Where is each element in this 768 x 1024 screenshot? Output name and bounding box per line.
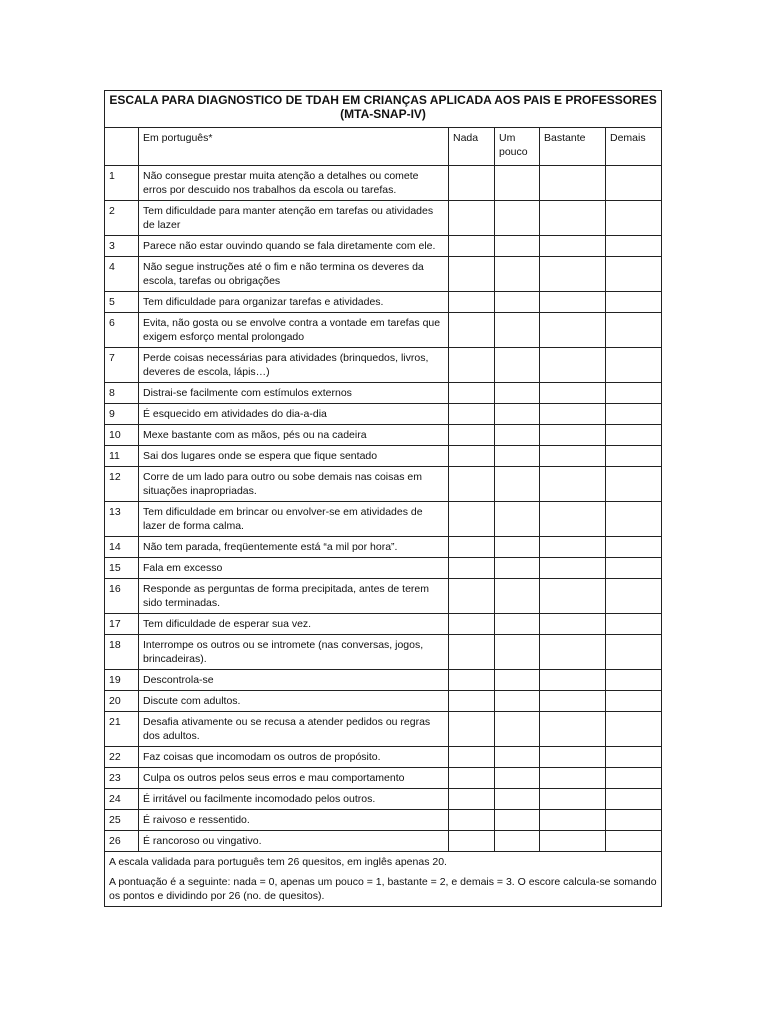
answer-cell-demais[interactable] [606, 166, 662, 201]
item-question: Não segue instruções até o fim e não termina os deveres da escola, tarefas ou obrigações [139, 257, 449, 292]
item-question: Não consegue prestar muita atenção a detalhes ou comete erros por descuido nos trabalhos da escola ou tarefas. [139, 166, 449, 201]
answer-cell-nada[interactable] [449, 348, 495, 383]
item-question: Tem dificuldade para organizar tarefas e atividades. [139, 292, 449, 313]
answer-cell-bastante[interactable] [540, 810, 606, 831]
table-row [105, 467, 662, 502]
header-demais: Demais [606, 128, 662, 166]
title-line-2: (MTA-SNAP-IV) [340, 107, 426, 121]
answer-cell-um-pouco[interactable] [495, 292, 540, 313]
answer-cell-nada[interactable] [449, 712, 495, 747]
answer-cell-demais[interactable] [606, 257, 662, 292]
header-um-pouco: Um pouco [495, 128, 540, 166]
item-question: Fala em excesso [139, 558, 449, 579]
item-question: Tem dificuldade de esperar sua vez. [139, 614, 449, 635]
answer-cell-bastante[interactable] [540, 537, 606, 558]
item-number: 10 [105, 425, 139, 446]
table-row [105, 810, 662, 831]
table-row [105, 558, 662, 579]
answer-cell-demais[interactable] [606, 712, 662, 747]
table-row [105, 614, 662, 635]
footer-note-items: A escala validada para português tem 26 quesitos, em inglês apenas 20. [109, 856, 447, 868]
table-row [105, 635, 662, 670]
item-question: É irritável ou facilmente incomodado pelos outros. [139, 789, 449, 810]
item-question: Mexe bastante com as mãos, pés ou na cadeira [139, 425, 449, 446]
answer-cell-bastante[interactable] [540, 691, 606, 712]
answer-cell-bastante[interactable] [540, 502, 606, 537]
answer-cell-demais[interactable] [606, 348, 662, 383]
table-row [105, 579, 662, 614]
table-row [105, 236, 662, 257]
answer-cell-demais[interactable] [606, 446, 662, 467]
answer-cell-um-pouco[interactable] [495, 166, 540, 201]
answer-cell-nada[interactable] [449, 810, 495, 831]
answer-cell-demais[interactable] [606, 467, 662, 502]
answer-cell-demais[interactable] [606, 789, 662, 810]
table-row [105, 425, 662, 446]
answer-cell-nada[interactable] [449, 670, 495, 691]
item-question: É rancoroso ou vingativo. [139, 831, 449, 852]
answer-cell-um-pouco[interactable] [495, 446, 540, 467]
answer-cell-nada[interactable] [449, 831, 495, 852]
answer-cell-demais[interactable] [606, 537, 662, 558]
title-row [105, 91, 662, 128]
answer-cell-nada[interactable] [449, 166, 495, 201]
answer-cell-bastante[interactable] [540, 348, 606, 383]
answer-cell-um-pouco[interactable] [495, 537, 540, 558]
answer-cell-um-pouco[interactable] [495, 789, 540, 810]
header-bastante: Bastante [540, 128, 606, 166]
answer-cell-nada[interactable] [449, 768, 495, 789]
answer-cell-nada[interactable] [449, 635, 495, 670]
answer-cell-demais[interactable] [606, 579, 662, 614]
header-question: Em português* [139, 128, 449, 166]
answer-cell-nada[interactable] [449, 789, 495, 810]
header-nada: Nada [449, 128, 495, 166]
answer-cell-nada[interactable] [449, 691, 495, 712]
answer-cell-bastante[interactable] [540, 579, 606, 614]
answer-cell-nada[interactable] [449, 558, 495, 579]
answer-cell-bastante[interactable] [540, 670, 606, 691]
answer-cell-bastante[interactable] [540, 614, 606, 635]
table-row [105, 670, 662, 691]
answer-cell-nada[interactable] [449, 446, 495, 467]
answer-cell-bastante[interactable] [540, 768, 606, 789]
item-number: 5 [105, 292, 139, 313]
answer-cell-nada[interactable] [449, 467, 495, 502]
answer-cell-demais[interactable] [606, 691, 662, 712]
answer-cell-demais[interactable] [606, 201, 662, 236]
answer-cell-um-pouco[interactable] [495, 558, 540, 579]
answer-cell-demais[interactable] [606, 292, 662, 313]
item-number: 1 [105, 166, 139, 201]
item-number: 14 [105, 537, 139, 558]
answer-cell-bastante[interactable] [540, 467, 606, 502]
answer-cell-nada[interactable] [449, 313, 495, 348]
item-question: Não tem parada, freqüentemente está “a mil por hora”. [139, 537, 449, 558]
answer-cell-nada[interactable] [449, 201, 495, 236]
answer-cell-demais[interactable] [606, 635, 662, 670]
item-number: 8 [105, 383, 139, 404]
table-row [105, 348, 662, 383]
item-number: 23 [105, 768, 139, 789]
answer-cell-demais[interactable] [606, 383, 662, 404]
table-row [105, 404, 662, 425]
item-question: Tem dificuldade para manter atenção em tarefas ou atividades de lazer [139, 201, 449, 236]
footer-row [105, 852, 662, 907]
item-number: 6 [105, 313, 139, 348]
answer-cell-bastante[interactable] [540, 166, 606, 201]
table-row [105, 831, 662, 852]
answer-cell-demais[interactable] [606, 558, 662, 579]
item-question: Culpa os outros pelos seus erros e mau comportamento [139, 768, 449, 789]
answer-cell-bastante[interactable] [540, 635, 606, 670]
table-row [105, 747, 662, 768]
answer-cell-bastante[interactable] [540, 313, 606, 348]
answer-cell-um-pouco[interactable] [495, 691, 540, 712]
answer-cell-um-pouco[interactable] [495, 236, 540, 257]
item-number: 24 [105, 789, 139, 810]
item-question: Discute com adultos. [139, 691, 449, 712]
answer-cell-nada[interactable] [449, 502, 495, 537]
table-row [105, 166, 662, 201]
item-question: Sai dos lugares onde se espera que fique sentado [139, 446, 449, 467]
table-row [105, 257, 662, 292]
item-question: Parece não estar ouvindo quando se fala diretamente com ele. [139, 236, 449, 257]
table-row [105, 383, 662, 404]
table-row [105, 712, 662, 747]
table-row [105, 502, 662, 537]
answer-cell-um-pouco[interactable] [495, 747, 540, 768]
answer-cell-um-pouco[interactable] [495, 404, 540, 425]
answer-cell-bastante[interactable] [540, 236, 606, 257]
answer-cell-nada[interactable] [449, 537, 495, 558]
answer-cell-nada[interactable] [449, 383, 495, 404]
questionnaire-document [104, 90, 661, 907]
answer-cell-bastante[interactable] [540, 558, 606, 579]
table-row [105, 691, 662, 712]
item-number: 21 [105, 712, 139, 747]
answer-cell-demais[interactable] [606, 670, 662, 691]
item-number: 17 [105, 614, 139, 635]
item-number: 3 [105, 236, 139, 257]
answer-cell-um-pouco[interactable] [495, 201, 540, 236]
snap-iv-table [104, 90, 662, 907]
title-line-1: ESCALA PARA DIAGNOSTICO DE TDAH EM CRIANÇAS APLICADA AOS PAIS E PROFESSORES [109, 93, 657, 107]
answer-cell-demais[interactable] [606, 747, 662, 768]
item-number: 7 [105, 348, 139, 383]
answer-cell-demais[interactable] [606, 831, 662, 852]
answer-cell-um-pouco[interactable] [495, 768, 540, 789]
table-row [105, 446, 662, 467]
answer-cell-demais[interactable] [606, 404, 662, 425]
answer-cell-bastante[interactable] [540, 446, 606, 467]
answer-cell-um-pouco[interactable] [495, 614, 540, 635]
answer-cell-nada[interactable] [449, 579, 495, 614]
answer-cell-bastante[interactable] [540, 831, 606, 852]
item-number: 20 [105, 691, 139, 712]
answer-cell-demais[interactable] [606, 768, 662, 789]
answer-cell-bastante[interactable] [540, 404, 606, 425]
item-number: 22 [105, 747, 139, 768]
answer-cell-demais[interactable] [606, 236, 662, 257]
answer-cell-bastante[interactable] [540, 383, 606, 404]
answer-cell-bastante[interactable] [540, 201, 606, 236]
item-question: Desafia ativamente ou se recusa a atender pedidos ou regras dos adultos. [139, 712, 449, 747]
item-question: Corre de um lado para outro ou sobe demais nas coisas em situações inapropriadas. [139, 467, 449, 502]
item-question: É raivoso e ressentido. [139, 810, 449, 831]
item-number: 25 [105, 810, 139, 831]
answer-cell-nada[interactable] [449, 425, 495, 446]
answer-cell-um-pouco[interactable] [495, 670, 540, 691]
item-number: 11 [105, 446, 139, 467]
item-question: Perde coisas necessárias para atividades (brinquedos, livros, deveres de escola, lápis…) [139, 348, 449, 383]
header-number-cell [105, 128, 139, 166]
question-rows [105, 166, 662, 852]
answer-cell-demais[interactable] [606, 313, 662, 348]
answer-cell-demais[interactable] [606, 502, 662, 537]
item-number: 13 [105, 502, 139, 537]
answer-cell-bastante[interactable] [540, 425, 606, 446]
answer-cell-um-pouco[interactable] [495, 425, 540, 446]
table-row [105, 537, 662, 558]
table-row [105, 313, 662, 348]
footer-note-scoring: A pontuação é a seguinte: nada = 0, apenas um pouco = 1, bastante = 2, e demais = 3. O escore calcula-se somando os pontos e dividindo por 26 (no. de quesitos). [109, 876, 657, 902]
answer-cell-um-pouco[interactable] [495, 831, 540, 852]
answer-cell-bastante[interactable] [540, 789, 606, 810]
answer-cell-nada[interactable] [449, 257, 495, 292]
item-number: 2 [105, 201, 139, 236]
answer-cell-nada[interactable] [449, 236, 495, 257]
header-row [105, 128, 662, 166]
item-question: Interrompe os outros ou se intromete (nas conversas, jogos, brincadeiras). [139, 635, 449, 670]
item-question: Distrai-se facilmente com estímulos externos [139, 383, 449, 404]
answer-cell-bastante[interactable] [540, 712, 606, 747]
table-row [105, 768, 662, 789]
answer-cell-um-pouco[interactable] [495, 257, 540, 292]
answer-cell-um-pouco[interactable] [495, 712, 540, 747]
answer-cell-um-pouco[interactable] [495, 502, 540, 537]
item-number: 19 [105, 670, 139, 691]
table-row [105, 201, 662, 236]
answer-cell-um-pouco[interactable] [495, 635, 540, 670]
answer-cell-bastante[interactable] [540, 747, 606, 768]
item-number: 12 [105, 467, 139, 502]
answer-cell-demais[interactable] [606, 425, 662, 446]
answer-cell-nada[interactable] [449, 292, 495, 313]
answer-cell-um-pouco[interactable] [495, 383, 540, 404]
table-row [105, 292, 662, 313]
page-title [105, 91, 662, 128]
item-number: 16 [105, 579, 139, 614]
item-number: 4 [105, 257, 139, 292]
answer-cell-bastante[interactable] [540, 257, 606, 292]
item-number: 15 [105, 558, 139, 579]
item-number: 18 [105, 635, 139, 670]
answer-cell-um-pouco[interactable] [495, 579, 540, 614]
answer-cell-nada[interactable] [449, 614, 495, 635]
answer-cell-bastante[interactable] [540, 292, 606, 313]
footer-notes [105, 852, 662, 907]
item-question: É esquecido em atividades do dia-a-dia [139, 404, 449, 425]
item-question: Tem dificuldade em brincar ou envolver-se em atividades de lazer de forma calma. [139, 502, 449, 537]
item-number: 26 [105, 831, 139, 852]
answer-cell-nada[interactable] [449, 747, 495, 768]
item-question: Descontrola-se [139, 670, 449, 691]
answer-cell-um-pouco[interactable] [495, 348, 540, 383]
answer-cell-um-pouco[interactable] [495, 467, 540, 502]
item-question: Faz coisas que incomodam os outros de propósito. [139, 747, 449, 768]
table-row [105, 789, 662, 810]
answer-cell-demais[interactable] [606, 810, 662, 831]
answer-cell-nada[interactable] [449, 404, 495, 425]
answer-cell-um-pouco[interactable] [495, 810, 540, 831]
item-number: 9 [105, 404, 139, 425]
answer-cell-demais[interactable] [606, 614, 662, 635]
answer-cell-um-pouco[interactable] [495, 313, 540, 348]
item-question: Evita, não gosta ou se envolve contra a vontade em tarefas que exigem esforço mental prolongado [139, 313, 449, 348]
item-question: Responde as perguntas de forma precipitada, antes de terem sido terminadas. [139, 579, 449, 614]
